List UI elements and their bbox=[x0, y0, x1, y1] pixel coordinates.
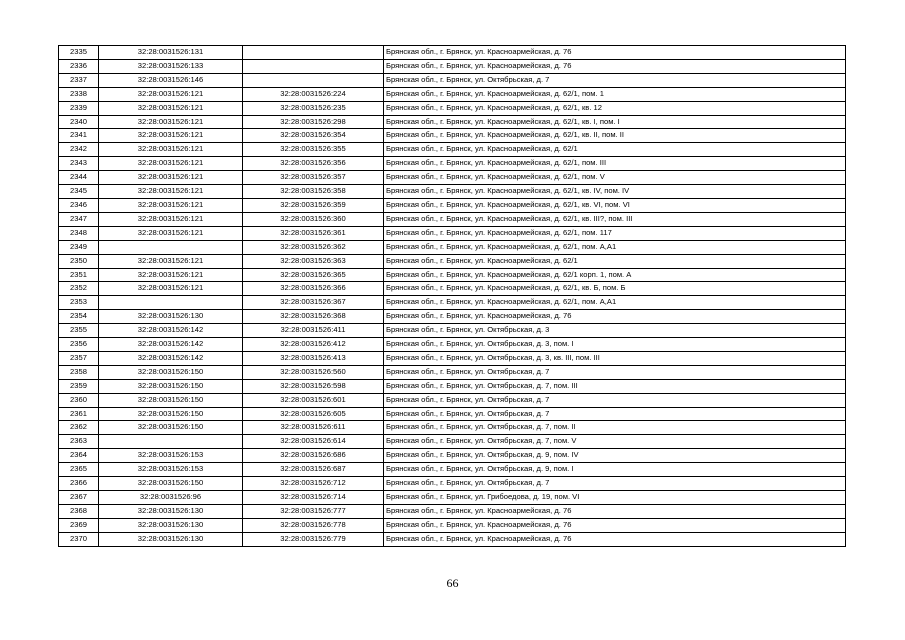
row-number-cell: 2363 bbox=[59, 435, 99, 449]
object-number-cell: 32:28:0031526:363 bbox=[243, 254, 384, 268]
parcel-number-cell: 32:28:0031526:96 bbox=[99, 491, 243, 505]
address-cell: Брянская обл., г. Брянск, ул. Красноармейская, д. 62/1, пом. 1 bbox=[384, 87, 846, 101]
row-number-cell: 2335 bbox=[59, 46, 99, 60]
address-cell: Брянская обл., г. Брянск, ул. Красноармейская, д. 62/1, кв. Б, пом. Б bbox=[384, 282, 846, 296]
row-number-cell: 2369 bbox=[59, 518, 99, 532]
parcel-number-cell: 32:28:0031526:121 bbox=[99, 198, 243, 212]
table-row bbox=[59, 73, 846, 87]
table-row bbox=[59, 59, 846, 73]
table-row bbox=[59, 143, 846, 157]
address-cell: Брянская обл., г. Брянск, ул. Октябрьская, д. 7 bbox=[384, 407, 846, 421]
object-number-cell: 32:28:0031526:367 bbox=[243, 296, 384, 310]
table-row bbox=[59, 338, 846, 352]
parcel-number-cell: 32:28:0031526:121 bbox=[99, 143, 243, 157]
table-row bbox=[59, 226, 846, 240]
table-row bbox=[59, 254, 846, 268]
object-number-cell bbox=[243, 46, 384, 60]
table-row bbox=[59, 463, 846, 477]
table-row bbox=[59, 365, 846, 379]
object-number-cell: 32:28:0031526:611 bbox=[243, 421, 384, 435]
object-number-cell: 32:28:0031526:362 bbox=[243, 240, 384, 254]
table-body bbox=[59, 46, 846, 547]
table-row bbox=[59, 435, 846, 449]
parcel-number-cell: 32:28:0031526:121 bbox=[99, 185, 243, 199]
parcel-number-cell: 32:28:0031526:142 bbox=[99, 338, 243, 352]
address-cell: Брянская обл., г. Брянск, ул. Октябрьская, д. 3, кв. III, пом. III bbox=[384, 351, 846, 365]
row-number-cell: 2349 bbox=[59, 240, 99, 254]
row-number-cell: 2365 bbox=[59, 463, 99, 477]
row-number-cell: 2347 bbox=[59, 212, 99, 226]
row-number-cell: 2361 bbox=[59, 407, 99, 421]
parcel-number-cell: 32:28:0031526:121 bbox=[99, 115, 243, 129]
address-cell: Брянская обл., г. Брянск, ул. Октябрьская, д. 7, пом. V bbox=[384, 435, 846, 449]
table-row bbox=[59, 504, 846, 518]
address-cell: Брянская обл., г. Брянск, ул. Красноармейская, д. 62/1 корп. 1, пом. А bbox=[384, 268, 846, 282]
object-number-cell: 32:28:0031526:356 bbox=[243, 157, 384, 171]
object-number-cell: 32:28:0031526:413 bbox=[243, 351, 384, 365]
object-number-cell: 32:28:0031526:357 bbox=[243, 171, 384, 185]
address-cell: Брянская обл., г. Брянск, ул. Красноармейская, д. 76 bbox=[384, 59, 846, 73]
parcel-number-cell: 32:28:0031526:130 bbox=[99, 532, 243, 546]
row-number-cell: 2356 bbox=[59, 338, 99, 352]
object-number-cell: 32:28:0031526:560 bbox=[243, 365, 384, 379]
parcel-number-cell: 32:28:0031526:153 bbox=[99, 449, 243, 463]
row-number-cell: 2362 bbox=[59, 421, 99, 435]
address-cell: Брянская обл., г. Брянск, ул. Октябрьская, д. 3, пом. I bbox=[384, 338, 846, 352]
row-number-cell: 2348 bbox=[59, 226, 99, 240]
object-number-cell: 32:28:0031526:360 bbox=[243, 212, 384, 226]
table-row bbox=[59, 407, 846, 421]
address-cell: Брянская обл., г. Брянск, ул. Октябрьская, д. 7 bbox=[384, 365, 846, 379]
row-number-cell: 2352 bbox=[59, 282, 99, 296]
parcel-number-cell: 32:28:0031526:121 bbox=[99, 129, 243, 143]
address-cell: Брянская обл., г. Брянск, ул. Красноармейская, д. 62/1, кв. I, пом. I bbox=[384, 115, 846, 129]
row-number-cell: 2364 bbox=[59, 449, 99, 463]
table-row bbox=[59, 310, 846, 324]
row-number-cell: 2343 bbox=[59, 157, 99, 171]
row-number-cell: 2351 bbox=[59, 268, 99, 282]
parcel-number-cell: 32:28:0031526:153 bbox=[99, 463, 243, 477]
table-row bbox=[59, 87, 846, 101]
object-number-cell: 32:28:0031526:712 bbox=[243, 477, 384, 491]
table-row bbox=[59, 282, 846, 296]
table-row bbox=[59, 491, 846, 505]
parcel-number-cell: 32:28:0031526:121 bbox=[99, 157, 243, 171]
table-row bbox=[59, 449, 846, 463]
address-cell: Брянская обл., г. Брянск, ул. Октябрьская, д. 7 bbox=[384, 477, 846, 491]
row-number-cell: 2367 bbox=[59, 491, 99, 505]
address-cell: Брянская обл., г. Брянск, ул. Красноармейская, д. 62/1, пом. А,А1 bbox=[384, 240, 846, 254]
object-number-cell: 32:28:0031526:412 bbox=[243, 338, 384, 352]
address-cell: Брянская обл., г. Брянск, ул. Грибоедова, д. 19, пом. VI bbox=[384, 491, 846, 505]
table-row bbox=[59, 324, 846, 338]
address-cell: Брянская обл., г. Брянск, ул. Красноармейская, д. 76 bbox=[384, 532, 846, 546]
table-row bbox=[59, 157, 846, 171]
address-cell: Брянская обл., г. Брянск, ул. Октябрьская, д. 7 bbox=[384, 393, 846, 407]
parcel-number-cell: 32:28:0031526:121 bbox=[99, 226, 243, 240]
parcel-number-cell bbox=[99, 435, 243, 449]
cadastral-table bbox=[58, 45, 846, 547]
row-number-cell: 2354 bbox=[59, 310, 99, 324]
row-number-cell: 2337 bbox=[59, 73, 99, 87]
table-row bbox=[59, 477, 846, 491]
parcel-number-cell: 32:28:0031526:150 bbox=[99, 379, 243, 393]
row-number-cell: 2355 bbox=[59, 324, 99, 338]
parcel-number-cell: 32:28:0031526:150 bbox=[99, 393, 243, 407]
address-cell: Брянская обл., г. Брянск, ул. Красноармейская, д. 62/1, кв. IV, пом. IV bbox=[384, 185, 846, 199]
row-number-cell: 2340 bbox=[59, 115, 99, 129]
parcel-number-cell: 32:28:0031526:150 bbox=[99, 421, 243, 435]
object-number-cell: 32:28:0031526:601 bbox=[243, 393, 384, 407]
table-row bbox=[59, 268, 846, 282]
row-number-cell: 2368 bbox=[59, 504, 99, 518]
object-number-cell: 32:28:0031526:365 bbox=[243, 268, 384, 282]
address-cell: Брянская обл., г. Брянск, ул. Красноармейская, д. 76 bbox=[384, 310, 846, 324]
object-number-cell: 32:28:0031526:687 bbox=[243, 463, 384, 477]
parcel-number-cell: 32:28:0031526:142 bbox=[99, 324, 243, 338]
row-number-cell: 2345 bbox=[59, 185, 99, 199]
parcel-number-cell: 32:28:0031526:130 bbox=[99, 310, 243, 324]
row-number-cell: 2339 bbox=[59, 101, 99, 115]
parcel-number-cell bbox=[99, 296, 243, 310]
parcel-number-cell: 32:28:0031526:150 bbox=[99, 477, 243, 491]
address-cell: Брянская обл., г. Брянск, ул. Красноармейская, д. 76 bbox=[384, 46, 846, 60]
address-cell: Брянская обл., г. Брянск, ул. Красноармейская, д. 62/1, кв. VI, пом. VI bbox=[384, 198, 846, 212]
parcel-number-cell: 32:28:0031526:146 bbox=[99, 73, 243, 87]
object-number-cell: 32:28:0031526:358 bbox=[243, 185, 384, 199]
object-number-cell: 32:28:0031526:366 bbox=[243, 282, 384, 296]
object-number-cell: 32:28:0031526:686 bbox=[243, 449, 384, 463]
table-row bbox=[59, 421, 846, 435]
row-number-cell: 2357 bbox=[59, 351, 99, 365]
table-row bbox=[59, 171, 846, 185]
parcel-number-cell: 32:28:0031526:121 bbox=[99, 87, 243, 101]
object-number-cell: 32:28:0031526:359 bbox=[243, 198, 384, 212]
object-number-cell: 32:28:0031526:368 bbox=[243, 310, 384, 324]
parcel-number-cell: 32:28:0031526:121 bbox=[99, 254, 243, 268]
address-cell: Брянская обл., г. Брянск, ул. Октябрьская, д. 9, пом. I bbox=[384, 463, 846, 477]
address-cell: Брянская обл., г. Брянск, ул. Красноармейская, д. 62/1, кв. 12 bbox=[384, 101, 846, 115]
object-number-cell: 32:28:0031526:355 bbox=[243, 143, 384, 157]
table-row bbox=[59, 115, 846, 129]
object-number-cell: 32:28:0031526:354 bbox=[243, 129, 384, 143]
address-cell: Брянская обл., г. Брянск, ул. Красноармейская, д. 62/1, пом. 117 bbox=[384, 226, 846, 240]
row-number-cell: 2358 bbox=[59, 365, 99, 379]
object-number-cell: 32:28:0031526:224 bbox=[243, 87, 384, 101]
address-cell: Брянская обл., г. Брянск, ул. Красноармейская, д. 62/1, пом. V bbox=[384, 171, 846, 185]
table-row bbox=[59, 185, 846, 199]
address-cell: Брянская обл., г. Брянск, ул. Красноармейская, д. 62/1 bbox=[384, 254, 846, 268]
address-cell: Брянская обл., г. Брянск, ул. Красноармейская, д. 62/1, кв. II, пом. II bbox=[384, 129, 846, 143]
table-row bbox=[59, 296, 846, 310]
table-row bbox=[59, 212, 846, 226]
object-number-cell: 32:28:0031526:714 bbox=[243, 491, 384, 505]
object-number-cell: 32:28:0031526:298 bbox=[243, 115, 384, 129]
parcel-number-cell: 32:28:0031526:121 bbox=[99, 268, 243, 282]
row-number-cell: 2353 bbox=[59, 296, 99, 310]
address-cell: Брянская обл., г. Брянск, ул. Красноармейская, д. 76 bbox=[384, 504, 846, 518]
address-cell: Брянская обл., г. Брянск, ул. Октябрьская, д. 9, пом. IV bbox=[384, 449, 846, 463]
address-cell: Брянская обл., г. Брянск, ул. Октябрьская, д. 7 bbox=[384, 73, 846, 87]
object-number-cell: 32:28:0031526:598 bbox=[243, 379, 384, 393]
address-cell: Брянская обл., г. Брянск, ул. Красноармейская, д. 62/1, пом. А,А1 bbox=[384, 296, 846, 310]
address-cell: Брянская обл., г. Брянск, ул. Октябрьская, д. 7, пом. III bbox=[384, 379, 846, 393]
table-row bbox=[59, 351, 846, 365]
row-number-cell: 2344 bbox=[59, 171, 99, 185]
table-row bbox=[59, 518, 846, 532]
table-row bbox=[59, 379, 846, 393]
table-row bbox=[59, 46, 846, 60]
table-row bbox=[59, 393, 846, 407]
address-cell: Брянская обл., г. Брянск, ул. Красноармейская, д. 62/1, кв. III?, пом. III bbox=[384, 212, 846, 226]
object-number-cell: 32:28:0031526:411 bbox=[243, 324, 384, 338]
row-number-cell: 2341 bbox=[59, 129, 99, 143]
object-number-cell: 32:28:0031526:779 bbox=[243, 532, 384, 546]
table-row bbox=[59, 129, 846, 143]
object-number-cell bbox=[243, 73, 384, 87]
parcel-number-cell: 32:28:0031526:150 bbox=[99, 407, 243, 421]
parcel-number-cell: 32:28:0031526:150 bbox=[99, 365, 243, 379]
row-number-cell: 2338 bbox=[59, 87, 99, 101]
parcel-number-cell: 32:28:0031526:121 bbox=[99, 282, 243, 296]
page-number: 66 bbox=[446, 576, 459, 590]
table-row bbox=[59, 101, 846, 115]
object-number-cell: 32:28:0031526:777 bbox=[243, 504, 384, 518]
row-number-cell: 2360 bbox=[59, 393, 99, 407]
row-number-cell: 2350 bbox=[59, 254, 99, 268]
address-cell: Брянская обл., г. Брянск, ул. Красноармейская, д. 62/1 bbox=[384, 143, 846, 157]
parcel-number-cell: 32:28:0031526:131 bbox=[99, 46, 243, 60]
object-number-cell bbox=[243, 59, 384, 73]
object-number-cell: 32:28:0031526:778 bbox=[243, 518, 384, 532]
object-number-cell: 32:28:0031526:605 bbox=[243, 407, 384, 421]
parcel-number-cell bbox=[99, 240, 243, 254]
parcel-number-cell: 32:28:0031526:121 bbox=[99, 171, 243, 185]
object-number-cell: 32:28:0031526:614 bbox=[243, 435, 384, 449]
address-cell: Брянская обл., г. Брянск, ул. Красноармейская, д. 76 bbox=[384, 518, 846, 532]
parcel-number-cell: 32:28:0031526:121 bbox=[99, 212, 243, 226]
parcel-number-cell: 32:28:0031526:130 bbox=[99, 504, 243, 518]
parcel-number-cell: 32:28:0031526:142 bbox=[99, 351, 243, 365]
parcel-number-cell: 32:28:0031526:121 bbox=[99, 101, 243, 115]
object-number-cell: 32:28:0031526:361 bbox=[243, 226, 384, 240]
row-number-cell: 2359 bbox=[59, 379, 99, 393]
table-row bbox=[59, 532, 846, 546]
parcel-number-cell: 32:28:0031526:130 bbox=[99, 518, 243, 532]
table-row bbox=[59, 240, 846, 254]
address-cell: Брянская обл., г. Брянск, ул. Октябрьская, д. 3 bbox=[384, 324, 846, 338]
address-cell: Брянская обл., г. Брянск, ул. Октябрьская, д. 7, пом. II bbox=[384, 421, 846, 435]
address-cell: Брянская обл., г. Брянск, ул. Красноармейская, д. 62/1, пом. III bbox=[384, 157, 846, 171]
row-number-cell: 2366 bbox=[59, 477, 99, 491]
table-row bbox=[59, 198, 846, 212]
row-number-cell: 2336 bbox=[59, 59, 99, 73]
row-number-cell: 2342 bbox=[59, 143, 99, 157]
parcel-number-cell: 32:28:0031526:133 bbox=[99, 59, 243, 73]
row-number-cell: 2370 bbox=[59, 532, 99, 546]
object-number-cell: 32:28:0031526:235 bbox=[243, 101, 384, 115]
row-number-cell: 2346 bbox=[59, 198, 99, 212]
